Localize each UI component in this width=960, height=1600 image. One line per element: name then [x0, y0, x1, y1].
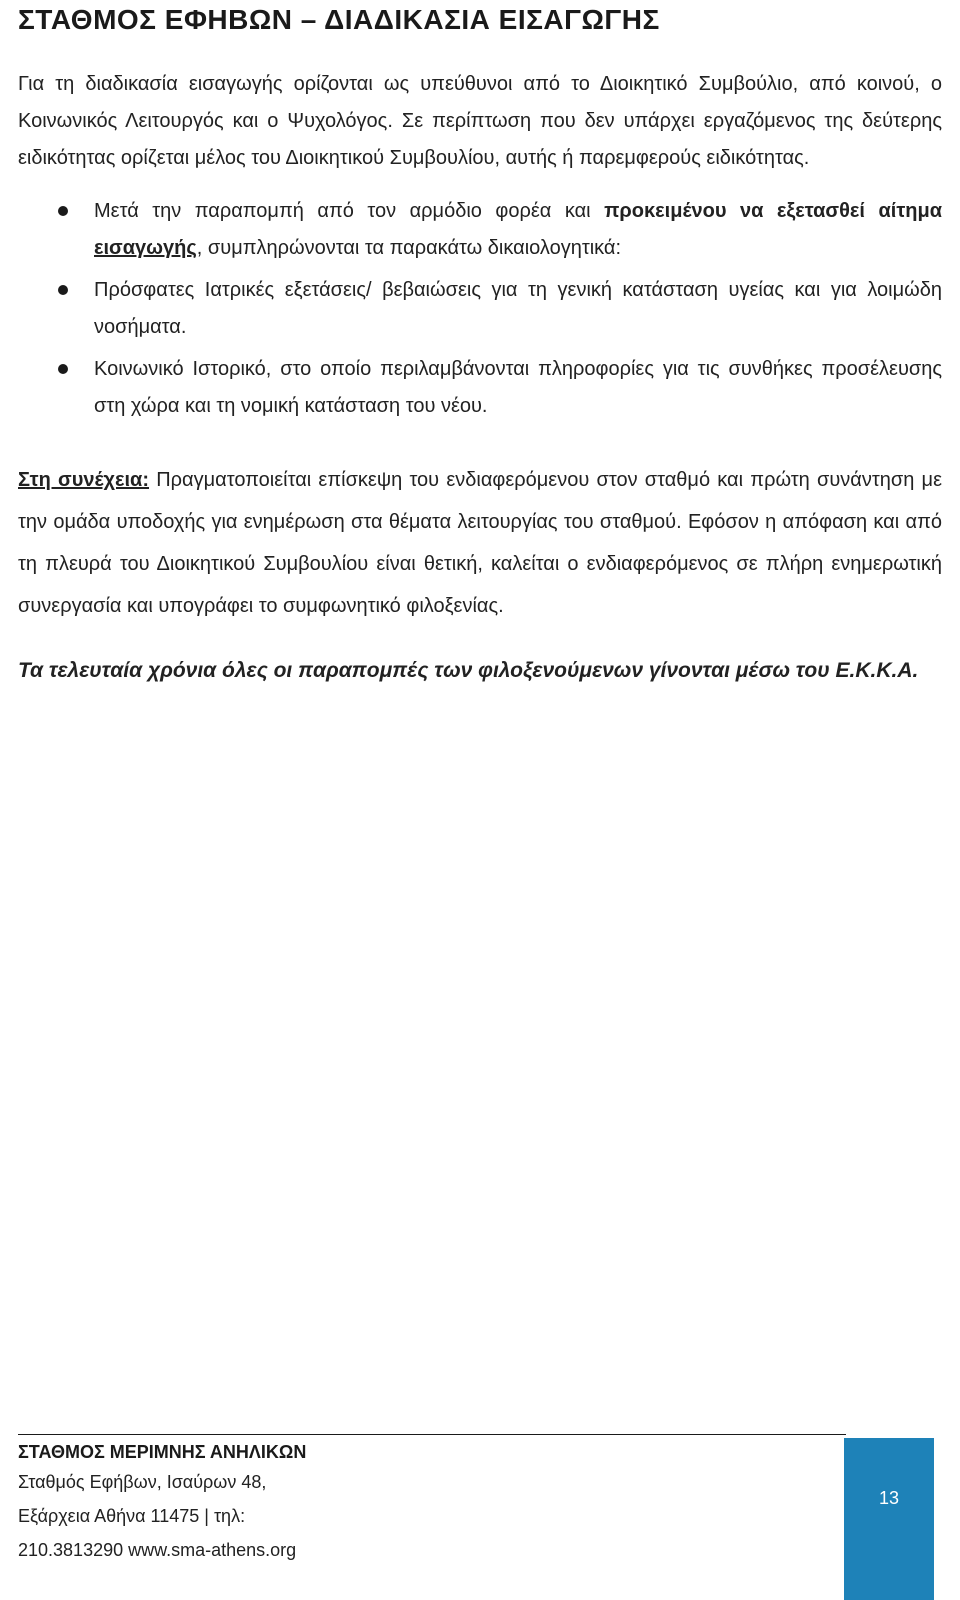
footer-divider — [18, 1434, 846, 1435]
closing-statement: Τα τελευταία χρόνια όλες οι παραπομπές των φιλοξενούμενων γίνονται μέσω του Ε.Κ.Κ.Α. — [18, 659, 919, 682]
footer-organization: ΣΤΑΘΜΟΣ ΜΕΡΙΜΝΗΣ ΑΝΗΛΙΚΩΝ — [18, 1442, 307, 1462]
next-steps-label: Στη συνέχεια: — [18, 469, 150, 491]
page-number: 13 — [878, 1488, 900, 1508]
next-steps-text: Πραγματοποιείται επίσκεψη του ενδιαφερόμενου στον σταθμό και πρώτη συνάντηση με την ομάδα υποδοχής για ενημέρωση στα θέματα λειτουργίας του σταθμού. Εφόσον η απόφαση και από τη πλευρά του Διοικητικού Συμβουλίου είναι θετική, καλείται ο ενδιαφερόμενος σε πλήρη ενημερωτική συνεργασία και υπογράφει το συμφωνητικό φιλοξενίας. — [18, 469, 942, 617]
list-item — [94, 272, 942, 346]
list-item-bold-underlined-text: εισαγωγής — [94, 237, 197, 259]
list-item — [94, 193, 942, 267]
bullet-icon — [58, 206, 68, 216]
list-item-text: Πρόσφατες Ιατρικές εξετάσεις/ βεβαιώσεις για τη γενική κατάσταση υγείας και για λοιμώδη νοσήματα. — [94, 279, 942, 338]
list-item-text: Κοινωνικό Ιστορικό, στο οποίο περιλαμβάνονται πληροφορίες για τις συνθήκες προσέλευσης στη χώρα και τη νομική κατάσταση του νέου. — [94, 358, 942, 417]
footer-address-line: Σταθμός Εφήβων, Ισαύρων 48, — [18, 1472, 267, 1492]
next-steps-paragraph — [18, 459, 942, 627]
requirements-list — [18, 193, 942, 425]
list-item-bold-text: προκειμένου να εξετασθεί αίτημα — [604, 200, 942, 222]
footer-contact-line: 210.3813290 www.sma-athens.org — [18, 1540, 297, 1560]
bullet-icon — [58, 364, 68, 374]
list-item-text: Μετά την παραπομπή από τον αρμόδιο φορέα και — [94, 200, 605, 222]
list-item — [94, 351, 942, 425]
page-number-box — [844, 1438, 934, 1600]
footer-address-line: Εξάρχεια Αθήνα 11475 | τηλ: — [18, 1506, 246, 1526]
page-title: ΣΤΑΘΜΟΣ ΕΦΗΒΩΝ – ΔΙΑΔΙΚΑΣΙΑ ΕΙΣΑΓΩΓΗΣ — [18, 4, 660, 35]
document-page — [18, 0, 942, 687]
intro-paragraph: Για τη διαδικασία εισαγωγής ορίζονται ως υπεύθυνοι από το Διοικητικό Συμβούλιο, από κοινού, ο Κοινωνικός Λειτουργός και ο Ψυχολόγος. Σε περίπτωση που δεν υπάρχει εργαζόμενος της δεύτερης ειδικότητας ορίζεται μέλος του Διοικητικού Συμβουλίου, αυτής ή παρεμφερούς ειδικότητας. — [18, 73, 942, 169]
list-item-text: , συμπληρώνονται τα παρακάτω δικαιολογητικά: — [196, 237, 622, 259]
page-footer — [18, 1434, 934, 1600]
bullet-icon — [58, 285, 68, 295]
